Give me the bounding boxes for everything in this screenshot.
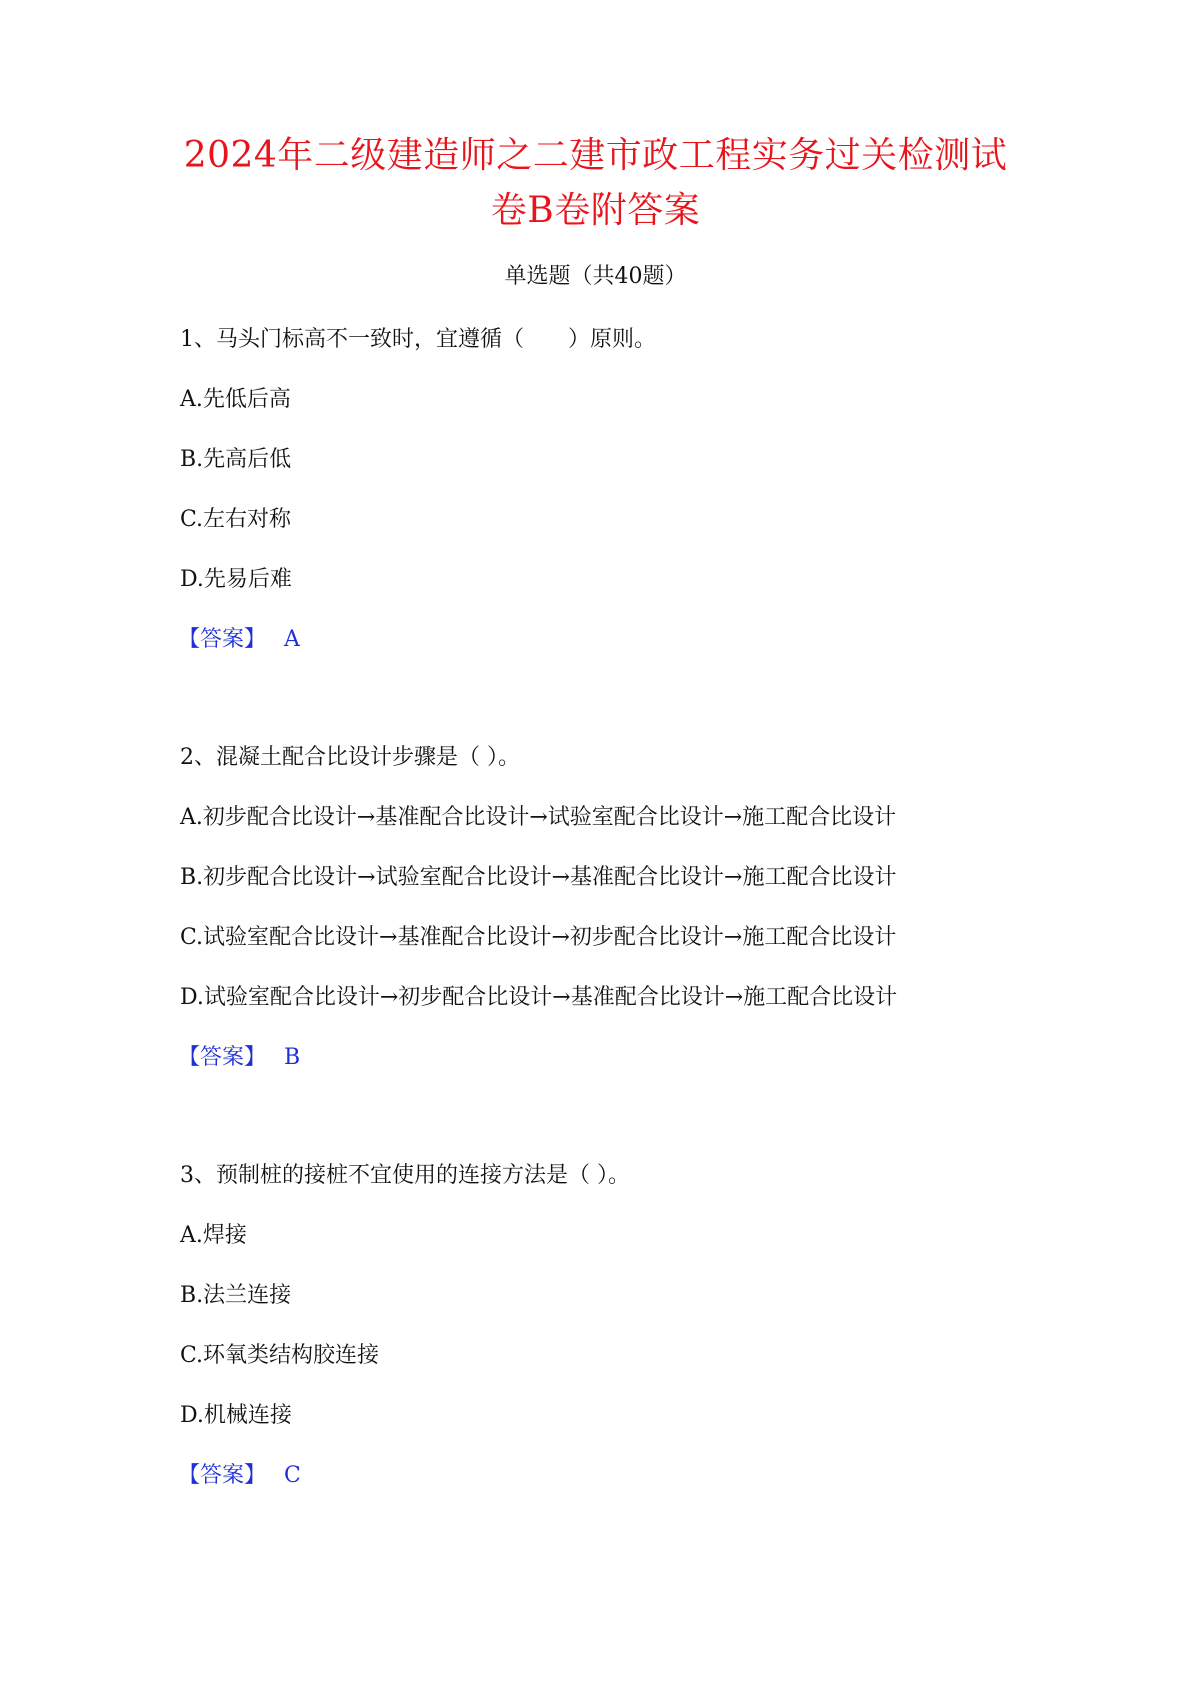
question-3-option-b: B.法兰连接 [180,1283,292,1308]
answer-label: 【答案】 [178,1463,267,1488]
question-1-option-d: D.先易后难 [180,567,292,592]
answer-value: B [284,1045,301,1070]
question-1-option-a: A.先低后高 [180,387,291,412]
answer-label: 【答案】 [178,627,267,652]
question-3-answer [178,1461,301,1491]
question-3-option-d: D.机械连接 [180,1403,292,1428]
answer-label: 【答案】 [178,1045,267,1070]
question-1-stem: 1、马头门标高不一致时，宜遵循（ ）原则。 [180,327,656,352]
question-2-answer [178,1043,300,1073]
document-title [120,128,1071,238]
question-3-stem: 3、预制桩的接桩不宜使用的连接方法是（ ）。 [180,1163,630,1188]
question-2-option-d: D.试验室配合比设计→初步配合比设计→基准配合比设计→施工配合比设计 [180,985,898,1010]
section-heading: 单选题（共40题） [504,264,687,289]
question-1-option-c: C.左右对称 [180,507,292,532]
answer-value: C [284,1463,301,1488]
document-title-line-2: 卷B卷附答案 [490,190,701,231]
question-1-option-b: B.先高后低 [180,447,292,472]
question-3-option-c: C.环氧类结构胶连接 [180,1343,380,1368]
question-2-stem: 2、混凝土配合比设计步骤是（ ）。 [180,745,520,770]
document-title-line-1: 2024年二级建造师之二建市政工程实务过关检测试 [183,135,1008,176]
question-2-option-c: C.试验室配合比设计→基准配合比设计→初步配合比设计→施工配合比设计 [180,925,897,950]
question-1-answer [178,625,300,655]
answer-value: A [284,627,300,652]
question-2-option-a: A.初步配合比设计→基准配合比设计→试验室配合比设计→施工配合比设计 [180,805,897,830]
question-2-option-b: B.初步配合比设计→试验室配合比设计→基准配合比设计→施工配合比设计 [180,865,897,890]
question-3-option-a: A.焊接 [180,1223,247,1248]
